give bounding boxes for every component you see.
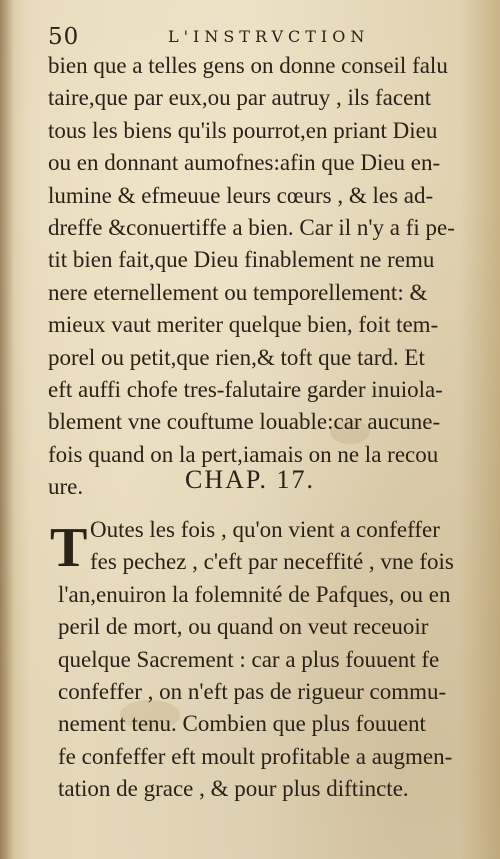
text-line: l'an,enuiron la folemnité de Pafques, ou en [58, 581, 451, 607]
text-line: porel ou petit,que rien,& toft que tard. Et [48, 344, 425, 370]
text-line: bien que a telles gens on donne conseil falu [48, 53, 448, 78]
chapter-text [50, 514, 480, 806]
text-line: ou en donnant aumofnes:afin que Dieu en- [48, 150, 441, 176]
text-line: fe confeffer eft moult profitable a augmen- [58, 743, 453, 769]
text-line: fes pechez , c'eft par neceffité , vne fois [90, 549, 454, 575]
chapter-heading: CHAP. 17. [185, 465, 315, 494]
text-line: taire,que par eux,ou par autruy , ils facent [48, 85, 432, 111]
text-line: mieux vaut meriter quelque bien, foit tem- [48, 312, 439, 338]
text-line: fois quand on la pert,iamais on ne la recou [48, 441, 439, 467]
text-line: blement vne couftume louable:car aucune- [48, 409, 441, 435]
text-line: peril de mort, ou quand on veut receuoir [58, 614, 429, 640]
drop-cap: T [50, 517, 88, 579]
text-line: Outes les fois , qu'on vient a confeffer [90, 517, 440, 542]
text-line: tous les biens qu'ils pourrot,en priant Dieu [48, 117, 438, 143]
text-line: tation de grace , & pour plus diftincte. [58, 776, 409, 802]
text-line: lumine & efmeuue leurs cœurs , & les ad- [48, 182, 434, 208]
page-number: 50 [48, 24, 80, 50]
text-line: ure. [48, 474, 84, 500]
page-header [48, 22, 468, 52]
text-line: eft auffi chofe tres-falutaire garder inuiola- [48, 376, 443, 402]
text-line: nere eternellement ou temporellement: & [48, 279, 428, 305]
spine-shadow [0, 0, 14, 859]
text-line: tit bien fait,que Dieu finablement ne remu [48, 247, 435, 273]
body-text [48, 50, 478, 503]
text-line: confeffer , on n'eft pas de rigueur commu- [58, 678, 447, 704]
text-line: nement tenu. Combien que plus fouuent [58, 711, 426, 737]
text-line: dreffe &conuertiffe a bien. Car il n'y a fi pe- [48, 214, 455, 240]
running-head: L'INSTRVCTION [168, 27, 370, 46]
text-line: quelque Sacrement : car a plus fouuent fe [58, 646, 440, 672]
